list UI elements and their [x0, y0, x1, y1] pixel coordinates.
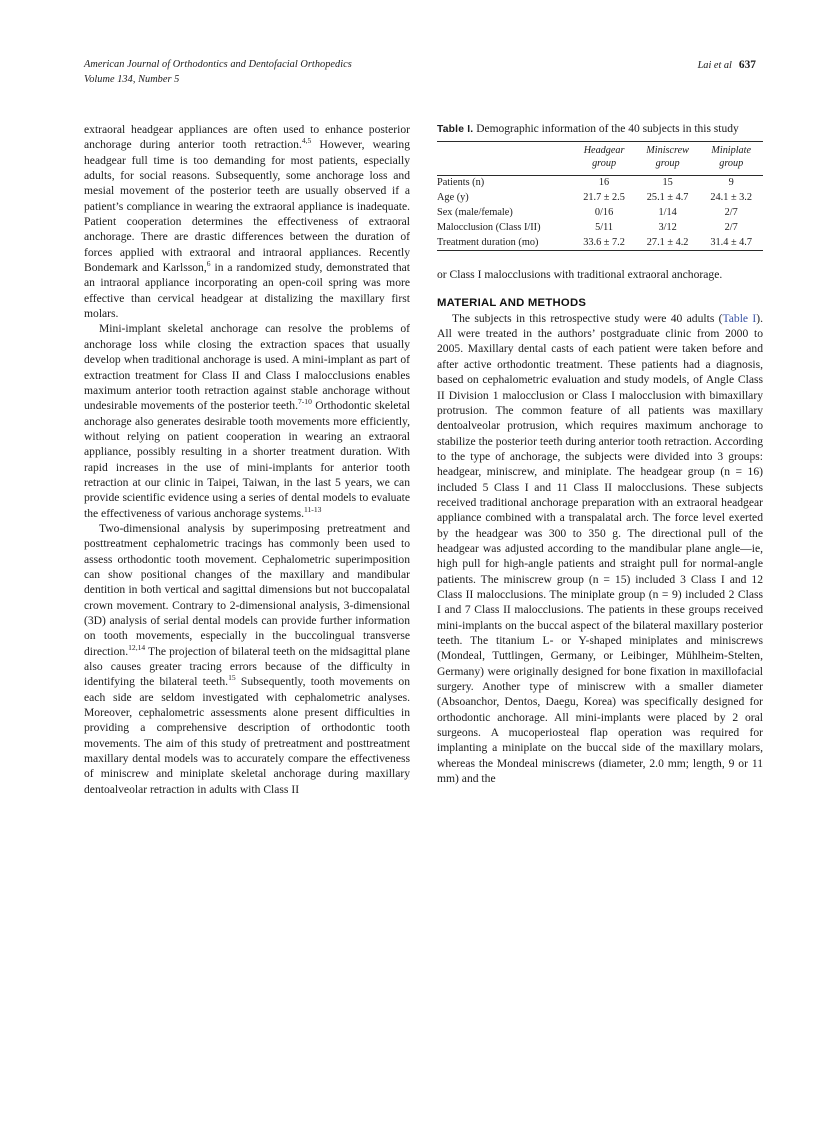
body-text: Orthodontic skeletal anchorage also generates desirable tooth movements more efficiently, without relying on patient cooperation in wearing an extraoral appliance, possibly resulting in a shorter treatment duration. With rapid increases in the use of mini-implants for anterior tooth retraction at our clinic in Taipei, Taiwan, in the last 5 years, we can provide scientific evidence using a series of dental models to evaluate the effectiveness of various anchorage systems.: [84, 399, 410, 520]
table-caption-text: Demographic information of the 40 subjects in this study: [476, 123, 739, 135]
table-row-label: Treatment duration (mo): [437, 237, 539, 249]
table-cell: 0/16: [594, 207, 614, 219]
body-text: Subsequently, tooth movements on each side are seldom investigated with cephalometric analyses. Moreover, cephalometric assessments alone present difficulties in providing a comprehensive description of orthodontic tooth movements. The aim of this study of pretreatment and posttreatment maxillary dental models was to accurately compare the effectiveness of miniscrew and miniplate skeletal anchorage during maxillary dentoalveolar retraction in adults with Class II: [84, 675, 410, 796]
body-text: extraoral headgear appliances are often used to enhance posterior anchorage during anterior tooth retraction.: [84, 123, 410, 152]
table-demographic-block: [437, 122, 763, 251]
body-text: The projection of bilateral teeth on the midsagittal plane also causes greater tracing errors because of the difficulty in identifying the bilateral teeth.: [84, 644, 410, 689]
paragraph: [84, 521, 410, 797]
table-cell: 33.6 ± 7.2: [583, 237, 625, 249]
running-head: [84, 58, 756, 92]
table-row: [437, 191, 763, 206]
body-text: The subjects in this retrospective study were 40 adults (: [452, 311, 723, 325]
column-left: [84, 122, 410, 797]
table-cell: 16: [598, 177, 610, 189]
body-text: Two-dimensional analysis by superimposing pretreatment and posttreatment cephalometric tracings has commonly been used to assess orthodontic tooth movement. Cephalometric superimposition can show positional changes of the maxillary and mandibular dentition in both vertical and sagittal dimensions but not buccopalatal crown movement. Contrary to 2-dimensional analysis, 3-dimensional (3D) analysis of serial dental models can provide further information on tooth movements, especially in the buccolingual transverse direction.: [84, 521, 410, 658]
column-right: [437, 122, 763, 786]
table-header-line: group: [655, 158, 680, 169]
table-header-line: Miniscrew: [646, 145, 689, 157]
table-cell: 21.7 ± 2.5: [583, 192, 625, 204]
running-head-left: [84, 58, 352, 87]
table-row-label: Age (y): [437, 192, 469, 204]
body-text: or Class I malocclusions with traditional extraoral anchorage.: [437, 268, 723, 282]
table-cell: 24.1 ± 3.2: [710, 192, 753, 204]
table-row-label: Patients (n): [437, 177, 485, 189]
table-row: [437, 221, 763, 236]
reference-superscript[interactable]: 15: [228, 673, 236, 683]
table-cell: 25.1 ± 4.7: [646, 192, 689, 204]
table-row-label: Sex (male/female): [437, 207, 513, 219]
table-header-cell: [636, 142, 700, 175]
table-header-cell: [572, 142, 636, 175]
reference-superscript[interactable]: 6: [206, 259, 211, 269]
right-column-continuation: [437, 267, 763, 282]
running-head-right: [698, 58, 756, 74]
right-column-body: [437, 311, 763, 787]
body-text: ). All were treated in the authors’ postgraduate clinic from 2000 to 2005. Maxillary dental casts of each patient were taken before and after active orthodontic treatment. These patients had a diagnosis, based on cephalometric evaluation and study models, of Angle Class II Division 1 malocclusion or Class I malocclusion with bimaxillary protrusion. The common feature of all patients was maxillary dentoalveolar protrusion, which requires maximum anchorage to stabilize the posterior teeth during anterior tooth retraction. According to the type of anchorage, the subjects were divided into 3 groups: headgear, miniscrew, and miniplate. The headgear group (n = 16) included 5 Class I and 11 Class II malocclusions. These subjects received traditional anchorage preparation with an extraoral headgear appliance combined with a transpalatal arch. The force level exerted by the headgear was 300 to 350 g. The directional pull of the headgear was adjusted according to the mandibular plane angle—ie, high pull for high-angle patients and straight pull for normal-angle patients. The miniscrew group (n = 15) included 3 Class I and 12 Class II malocclusions. The miniplate group (n = 9) included 2 Class I and 7 Class II malocclusions. The patients in these groups received mini-implants on the buccal aspect of the bilateral maxillary posterior teeth. The titanium L- or Y-shaped miniplates and miniscrews (Mondeal, Tuttlingen, Germany, or Leibinger, Mühlheim-Stelten, Germany) were originally designed for bone fixation in maxillofacial surgery. Another type of miniscrew with a smaller diameter (Absoanchor, Dentos, Daegu, Korea) was specifically designed for orthodontic anchorage. All mini-implants were placed by 2 oral surgeons. A mucoperiosteal flap operation was required for implanting a miniplate on the buccal side of the maxillary molars, whereas the Mondeal miniscrews (diameter, 2.0 mm; length, 9 or 11 mm) and the: [437, 311, 764, 786]
table-cross-reference-link[interactable]: Table I: [722, 311, 757, 325]
table-row: [437, 206, 763, 221]
table-demographic: [437, 141, 763, 251]
table-header-line: group: [719, 158, 744, 169]
table-header-line: group: [592, 158, 617, 169]
reference-superscript[interactable]: 12,14: [128, 642, 146, 652]
table-header-line: Miniplate: [711, 145, 752, 157]
reference-superscript[interactable]: 4,5: [301, 136, 312, 146]
table-header-line: Headgear: [583, 145, 625, 157]
table-label: Table I.: [437, 124, 474, 135]
page-number: 637: [738, 59, 756, 71]
table-cell: 31.4 ± 4.7: [710, 237, 753, 249]
reference-superscript[interactable]: 7-10: [297, 397, 312, 407]
table-header-row: [437, 142, 763, 175]
paragraph: [84, 321, 410, 520]
table-cell: 2/7: [724, 207, 738, 219]
left-column-body: [84, 122, 410, 797]
table-row: [437, 176, 763, 191]
table-header-blank: [437, 142, 572, 175]
body-text: in a randomized study, demonstrated that an intraoral appliance incorporating an open-coil spring was more effective than cervical headgear at distalizing the maxillary first molars.: [84, 261, 410, 321]
paragraph: [437, 267, 763, 282]
table-header-cell: [699, 142, 763, 175]
table-row-label: Malocclusion (Class I/II): [437, 222, 541, 234]
table-caption: [437, 122, 763, 137]
table-head: [437, 142, 763, 176]
body-text: Mini-implant skeletal anchorage can resolve the problems of anchorage loss while closing the extraction spaces that usually develop when traditional anchorage is used. A mini-implant as part of extraction treatment for Class II and Class I malocclusions enables maximum anterior tooth retraction against stable anchorage without undesirable movements of the posterior teeth.: [84, 322, 410, 413]
reference-superscript[interactable]: 11-13: [304, 504, 322, 514]
journal-title: American Journal of Orthodontics and Dentofacial Orthopedics: [84, 59, 352, 70]
table-cell: 27.1 ± 4.2: [646, 237, 689, 249]
table-cell: 2/7: [724, 222, 738, 234]
table-cell: 3/12: [658, 222, 677, 234]
section-heading-material-and-methods: MATERIAL AND METHODS: [437, 296, 587, 309]
table-row: [437, 235, 763, 250]
table-body: [437, 176, 763, 251]
table-cell: 9: [728, 177, 734, 189]
paragraph: [437, 311, 763, 787]
table-cell: 15: [662, 177, 673, 189]
table-cell: 1/14: [658, 207, 677, 219]
body-text: However, wearing headgear full time is too demanding for most patients, especially adults, for social reasons. Subsequently, some anchorage loss and mesial movement of the posterior teeth are usually observed if a patient’s compliance in wearing the extraoral appliance is inadequate. Patient cooperation determines the effectiveness of extraoral anchorage. There are drastic differences between the duration of forces applied with extraoral and intraoral appliances. Recently Bondemark and Karlsson,: [84, 138, 410, 275]
table-spacer: [437, 251, 763, 267]
authors-short: Lai et al: [697, 60, 732, 71]
paragraph: [84, 122, 410, 321]
table-cell: 5/11: [595, 222, 614, 234]
volume-issue: Volume 134, Number 5: [84, 73, 180, 85]
